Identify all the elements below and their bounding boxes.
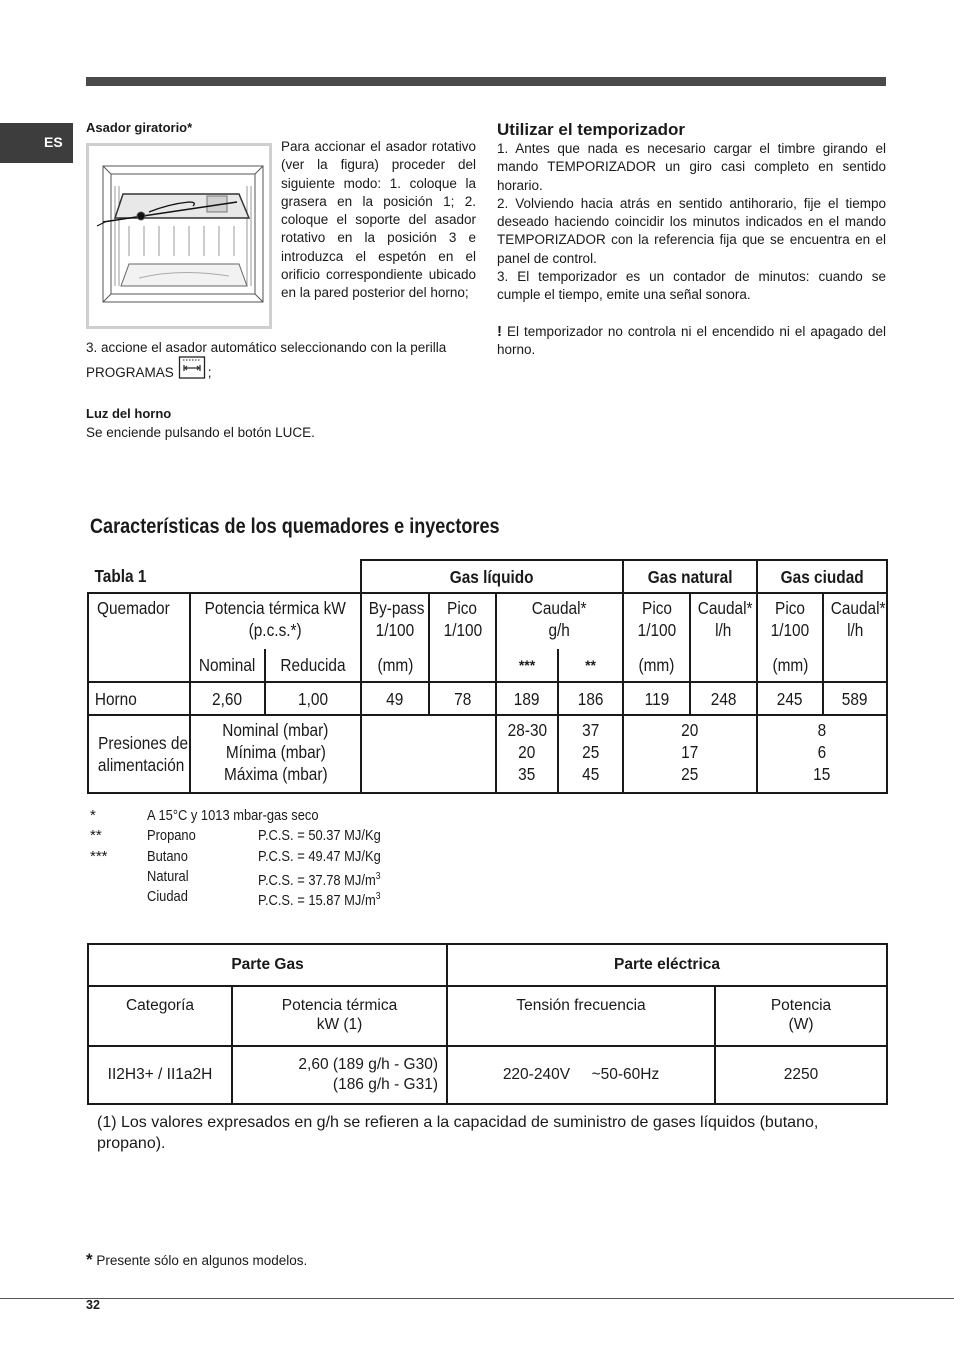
note-sup: 3 (375, 891, 381, 903)
potencia-termica-unit: kW (1) (316, 1016, 363, 1033)
programas-end: ; (207, 365, 212, 380)
rotisserie-icon (178, 354, 206, 380)
page-number: 32 (86, 1298, 100, 1312)
potencia-label: Potencia (770, 997, 832, 1014)
potencia-value-1: 2,60 (189 g/h - G30) (298, 1056, 439, 1073)
table-row (88, 715, 887, 793)
temporizador-note-text: El temporizador no controla ni el encendido ni el apagado del horno. (497, 324, 886, 358)
footnote-models (86, 1250, 307, 1270)
presiones-blank (361, 715, 496, 793)
col-caudal-gl: Caudal* (532, 598, 587, 618)
propano-nominal: 37 (581, 720, 600, 740)
temporizador-step1: 1. Antes que nada es necesario cargar el timbre girando el mando TEMPORIZADOR un giro casi completo en sentido horario. (497, 141, 886, 193)
col-pico-gn: Pico (641, 598, 672, 618)
temporizador-title: Utilizar el temporizador (497, 120, 685, 139)
potencia-w-value: 2250 (715, 1046, 887, 1104)
col-potencia (715, 986, 887, 1046)
col-pico-gc-unit: 1/100 (770, 620, 810, 640)
potencia-termica-label: Potencia térmica (281, 997, 398, 1014)
asador-step3: 3. accione el asador automático seleccionando con la perilla (86, 340, 447, 355)
butano-minima: 20 (518, 742, 536, 762)
note-name: Natural (147, 867, 189, 885)
horno-reducida: 1,00 (298, 688, 328, 709)
col-caudal-gl-unit: g/h (548, 620, 571, 640)
col-caudal-gc-unit: l/h (846, 620, 864, 640)
note-mark: * (90, 807, 96, 824)
row-horno-label: Horno (94, 688, 137, 709)
col-pico-gc-mm: (mm) (772, 655, 809, 675)
col-pico-gl: Pico (447, 598, 478, 618)
tension-value (447, 1046, 715, 1104)
col-nominal: Nominal (199, 655, 256, 675)
note-mark: *** (90, 847, 108, 865)
asador-title: Asador giratorio* (86, 120, 193, 135)
col-categoria: Categoría (88, 986, 232, 1046)
footnote-capacity: (1) Los valores expresados en g/h se refieren a la capacidad de suministro de gases líquidos (butano, propano). (97, 1114, 819, 1152)
col-caudal-gn-unit: l/h (715, 620, 732, 640)
presion-nominal: Nominal (mbar) (222, 720, 329, 740)
ciudad-minima: 6 (817, 742, 827, 762)
note-value: P.C.S. = 50.37 MJ/Kg (258, 827, 381, 845)
presiones-label-1: Presiones de (98, 733, 189, 753)
presiones-label-2: alimentación (97, 755, 185, 775)
col-pico-gl-unit: 1/100 (443, 620, 482, 640)
footnote-star: * (86, 1250, 93, 1269)
burner-table (87, 559, 888, 794)
section-title: Características de los quemadores e inyectores (90, 515, 500, 538)
note-mark: ** (90, 827, 102, 845)
col-potencia-termica (232, 986, 447, 1046)
table-row (88, 1046, 887, 1104)
temporizador-step3: 3. El temporizador es un contador de minutos: cuando se cumple el tiempo, emite una señal sonora. (497, 269, 886, 303)
note-name: A 15°C y 1013 mbar-gas seco (147, 807, 319, 824)
propano-minima: 25 (581, 742, 600, 762)
oven-rotisserie-figure (86, 143, 272, 329)
temporizador-note (497, 323, 886, 360)
language-label: ES (44, 134, 63, 150)
group-gas-liquido: Gas líquido (450, 566, 534, 587)
natural-maxima: 25 (681, 764, 699, 784)
note-value-text: P.C.S. = 37.78 MJ/m (258, 871, 376, 889)
col-caudal-gc: Caudal* (830, 598, 886, 618)
col-butano-mark: *** (518, 657, 536, 673)
ciudad-maxima: 15 (813, 764, 831, 784)
temporizador-step2: 2. Volviendo hacia atrás en sentido antihorario, fije el tiempo deseado haciendo coincidir los minutos indicados en el mando TEMPORIZADOR con la referencia fija que se encuentra en el panel de control. (497, 195, 886, 266)
col-bypass-mm: (mm) (377, 655, 413, 675)
horno-pico-gc: 245 (777, 688, 803, 709)
butano-maxima: 35 (518, 764, 536, 784)
col-potencia: Potencia térmica kW (204, 598, 347, 618)
ciudad-nominal: 8 (817, 720, 827, 740)
horno-caudal-butano: 189 (514, 688, 540, 709)
group-gas-ciudad: Gas ciudad (780, 566, 864, 587)
categoria-value: II2H3+ / II1a2H (88, 1046, 232, 1104)
col-quemador: Quemador (96, 598, 170, 618)
col-pico-gn-unit: 1/100 (637, 620, 676, 640)
horno-caudal-gn: 248 (710, 688, 737, 709)
warning-mark: ! (497, 323, 502, 340)
natural-minima: 17 (681, 742, 699, 762)
potencia-value-2: (186 g/h - G31) (332, 1076, 439, 1093)
potencia-unit: (W) (788, 1016, 814, 1033)
note-name: Ciudad (147, 888, 188, 906)
header-rule (86, 77, 886, 86)
asador-instructions: Para accionar el asador rotativo (ver la figura) proceder del siguiente modo: 1. coloque la grasera en la posición 1; 2. coloque el soporte del asador rotativo en la posición 3 e introduzca el espetón en el orificio correspondiente ubicado en la pared posterior del horno; (281, 139, 476, 301)
table-label: Tabla 1 (94, 566, 147, 586)
specs-table (87, 943, 888, 1105)
horno-caudal-propano: 186 (577, 688, 604, 709)
col-pico-gc: Pico (775, 598, 806, 618)
temporizador-instructions (497, 140, 886, 305)
note-value: P.C.S. = 49.47 MJ/Kg (258, 847, 381, 865)
luz-text: Se enciende pulsando el botón LUCE. (86, 425, 315, 440)
note-name: Propano (147, 827, 196, 845)
butano-nominal: 28-30 (507, 720, 547, 740)
horno-caudal-gc: 589 (842, 688, 868, 709)
horno-pico-gl: 78 (453, 688, 472, 709)
note-value-text: P.C.S. = 15.87 MJ/m (258, 892, 376, 910)
col-tension: Tensión frecuencia (447, 986, 715, 1046)
tension-value-text: 220-240V ~50-60Hz (502, 1066, 660, 1083)
note-sup: 3 (375, 870, 381, 882)
col-bypass-unit: 1/100 (375, 620, 415, 640)
language-tab (0, 123, 73, 163)
footnote-models-text: Presente sólo en algunos modelos. (92, 1253, 308, 1268)
col-bypass: By-pass (368, 598, 425, 618)
table-row (88, 682, 887, 715)
presion-minima: Mínima (mbar) (225, 742, 326, 762)
col-reducida: Reducida (280, 655, 346, 675)
potencia-termica-value (232, 1046, 447, 1104)
footer-rule (0, 1298, 954, 1299)
parte-electrica-header: Parte eléctrica (447, 944, 887, 986)
oven-illustration (89, 146, 269, 326)
presion-maxima: Máxima (mbar) (223, 764, 328, 784)
col-pico-gn-mm: (mm) (638, 655, 675, 675)
luz-title: Luz del horno (86, 406, 172, 421)
group-gas-natural: Gas natural (647, 566, 733, 587)
col-caudal-gn: Caudal* (697, 598, 753, 618)
col-propano-mark: ** (585, 657, 596, 673)
horno-bypass: 49 (386, 688, 404, 709)
programas-line (86, 354, 212, 380)
propano-maxima: 45 (581, 764, 600, 784)
parte-gas-header: Parte Gas (88, 944, 447, 986)
col-potencia-sub: (p.c.s.*) (248, 620, 303, 640)
note-value (258, 887, 380, 911)
note-name: Butano (147, 847, 188, 865)
natural-nominal: 20 (681, 720, 699, 740)
horno-pico-gn: 119 (644, 688, 669, 709)
horno-nominal: 2,60 (212, 688, 243, 709)
programas-label: PROGRAMAS (86, 365, 174, 380)
